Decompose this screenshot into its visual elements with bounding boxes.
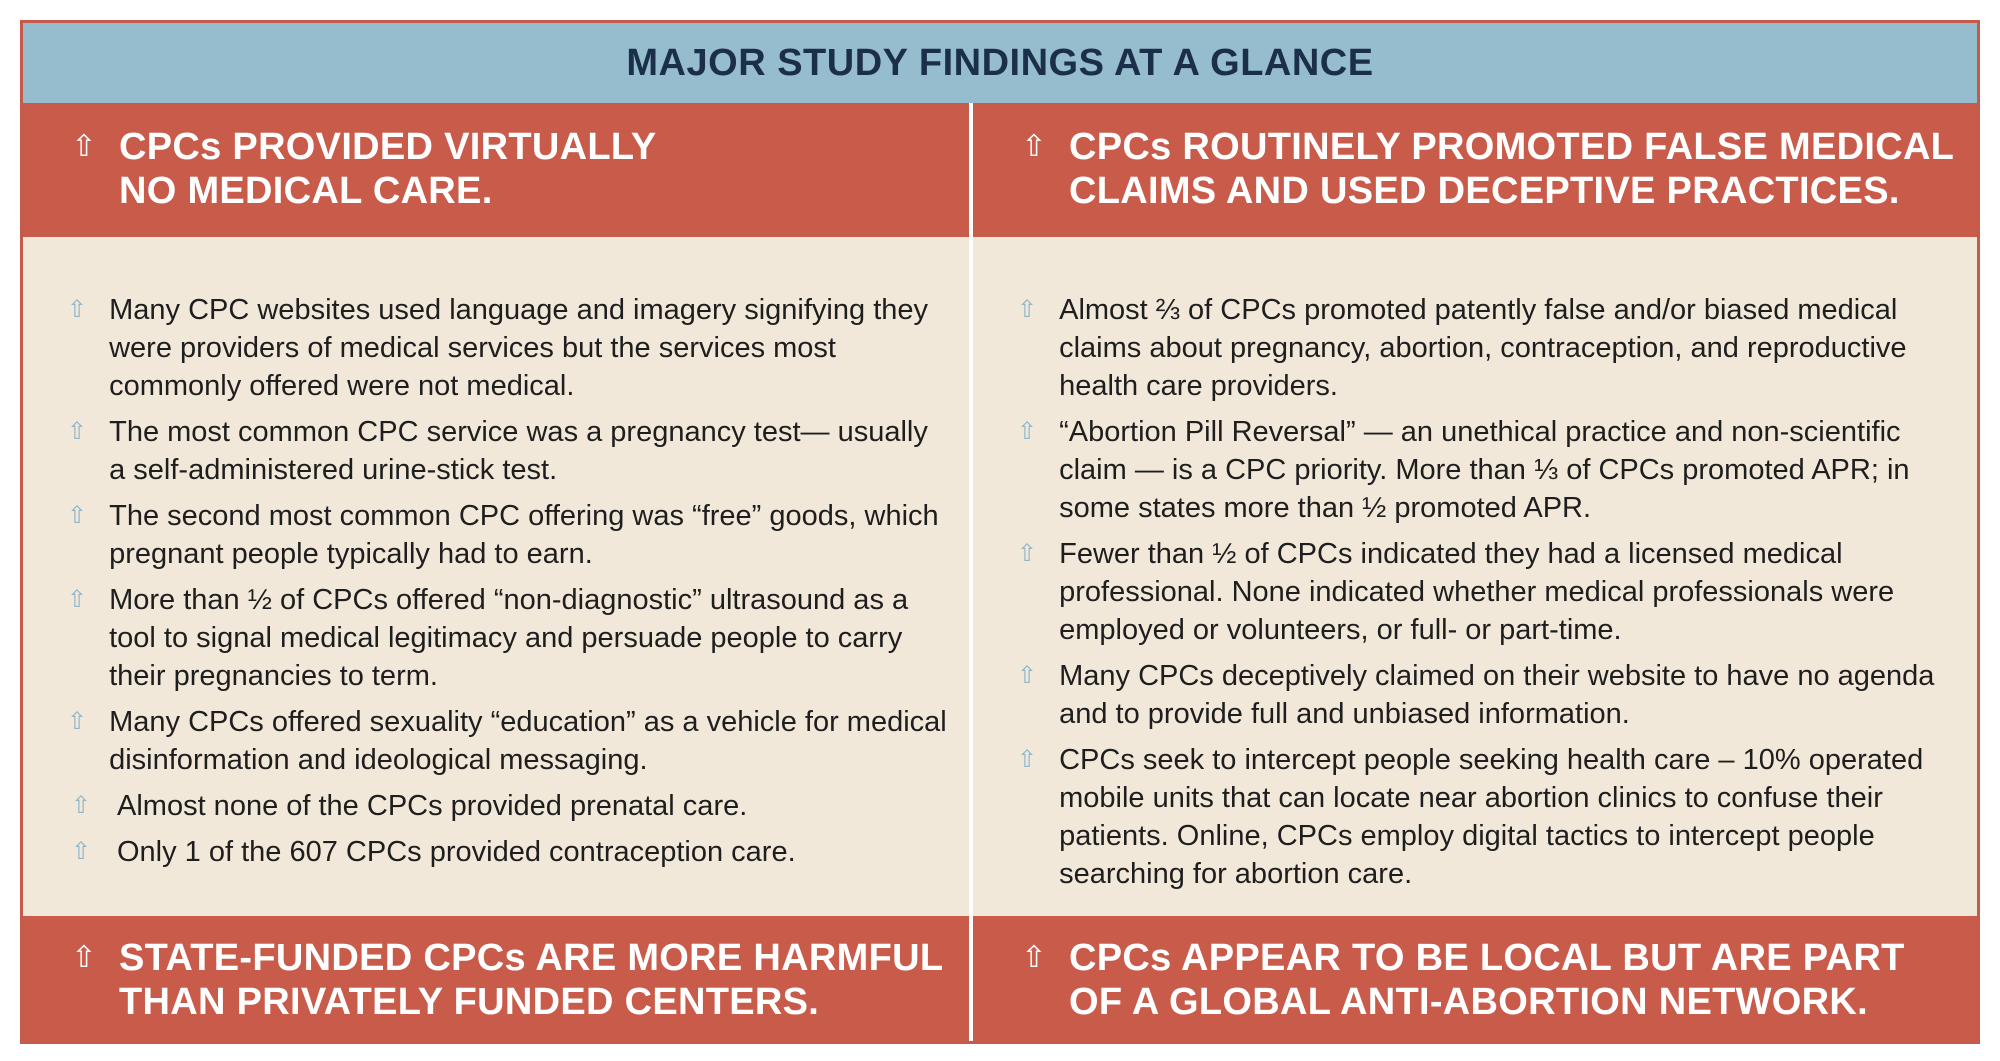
- up-arrow-outline-icon: ⇧: [71, 130, 97, 163]
- section-title: CPCs PROVIDED VIRTUALLY NO MEDICAL CARE.: [119, 126, 657, 212]
- list-item-text: The most common CPC service was a pregnancy test— usually a self-administered urine-stick test.: [109, 416, 928, 486]
- section-title: STATE-FUNDED CPCs ARE MORE HARMFUL THAN PRIVATELY FUNDED CENTERS.: [119, 937, 944, 1023]
- findings-panel: [20, 20, 1980, 1044]
- list-item-text: More than ½ of CPCs offered “non-diagnostic” ultrasound as a tool to signal medical legitimacy and persuade people to carry their pregnancies to term.: [109, 584, 909, 692]
- list-item-text: Many CPC websites used language and imagery signifying they were providers of medical services but the services most commonly offered were not medical.: [109, 294, 929, 402]
- list-item: [67, 787, 949, 825]
- list-item-text: Almost ⅔ of CPCs promoted patently false and/or biased medical claims about pregnancy, abortion, contraception, and reproductive health care providers.: [1059, 294, 1907, 402]
- list-item-text: “Abortion Pill Reversal” — an unethical practice and non-scientific claim — is a CPC priority. More than ⅓ of CPCs promoted APR; in some states more than ½ promoted APR.: [1059, 416, 1910, 524]
- up-arrow-outline-icon: ⇧: [70, 792, 92, 819]
- section-header-bottom-left: [23, 916, 969, 1041]
- page-title: MAJOR STUDY FINDINGS AT A GLANCE: [626, 41, 1374, 84]
- banner: [23, 23, 1977, 103]
- column-divider: [969, 103, 973, 1041]
- list-item: [67, 581, 949, 695]
- section-title: CPCs APPEAR TO BE LOCAL BUT ARE PART OF A GLOBAL ANTI-ABORTION NETWORK.: [1069, 937, 1905, 1023]
- findings-list-right: [973, 237, 1977, 916]
- list-item-text: Fewer than ½ of CPCs indicated they had a licensed medical professional. None indicated whether medical professionals were employed or volunteers, or full- or part-time.: [1059, 538, 1895, 646]
- list-item-text: Many CPCs deceptively claimed on their website to have no agenda and to provide full and unbiased information.: [1059, 660, 1935, 730]
- section-header-bottom-right: [973, 916, 1977, 1041]
- list-item: [67, 703, 949, 779]
- up-arrow-outline-icon: ⇧: [1017, 418, 1038, 445]
- list-item: [67, 413, 949, 489]
- list-item: [1017, 657, 1957, 733]
- up-arrow-outline-icon: ⇧: [1017, 662, 1038, 689]
- up-arrow-outline-icon: ⇧: [1017, 540, 1038, 567]
- list-item-text: Many CPCs offered sexuality “education” as a vehicle for medical disinformation and ideological messaging.: [109, 706, 947, 776]
- list-item-text: CPCs seek to intercept people seeking health care – 10% operated mobile units that can locate near abortion clinics to confuse their patients. Online, CPCs employ digital tactics to intercept people searching for abortion care.: [1059, 744, 1924, 890]
- up-arrow-outline-icon: ⇧: [67, 296, 88, 323]
- list-item: [1017, 741, 1957, 893]
- list-item-text: Only 1 of the 607 CPCs provided contraception care.: [117, 836, 796, 868]
- up-arrow-outline-icon: ⇧: [70, 838, 92, 865]
- up-arrow-outline-icon: ⇧: [67, 708, 88, 735]
- up-arrow-outline-icon: ⇧: [67, 586, 88, 613]
- list-item: [1017, 413, 1957, 527]
- up-arrow-outline-icon: ⇧: [1017, 296, 1038, 323]
- list-item: [67, 291, 949, 405]
- section-header-top-right: [973, 103, 1977, 237]
- up-arrow-outline-icon: ⇧: [71, 941, 97, 974]
- section-title: CPCs ROUTINELY PROMOTED FALSE MEDICAL CLAIMS AND USED DECEPTIVE PRACTICES.: [1069, 126, 1955, 212]
- up-arrow-outline-icon: ⇧: [67, 502, 88, 529]
- up-arrow-outline-icon: ⇧: [1021, 941, 1047, 974]
- up-arrow-outline-icon: ⇧: [1017, 746, 1038, 773]
- list-item: [67, 497, 949, 573]
- findings-list-left: [23, 237, 969, 916]
- list-item-text: Almost none of the CPCs provided prenatal care.: [117, 790, 748, 822]
- up-arrow-outline-icon: ⇧: [67, 418, 88, 445]
- list-item: [1017, 291, 1957, 405]
- section-header-top-left: [23, 103, 969, 237]
- list-item: [1017, 535, 1957, 649]
- list-item: [67, 833, 949, 871]
- list-item-text: The second most common CPC offering was “free” goods, which pregnant people typically had to earn.: [109, 500, 939, 570]
- up-arrow-outline-icon: ⇧: [1021, 130, 1047, 163]
